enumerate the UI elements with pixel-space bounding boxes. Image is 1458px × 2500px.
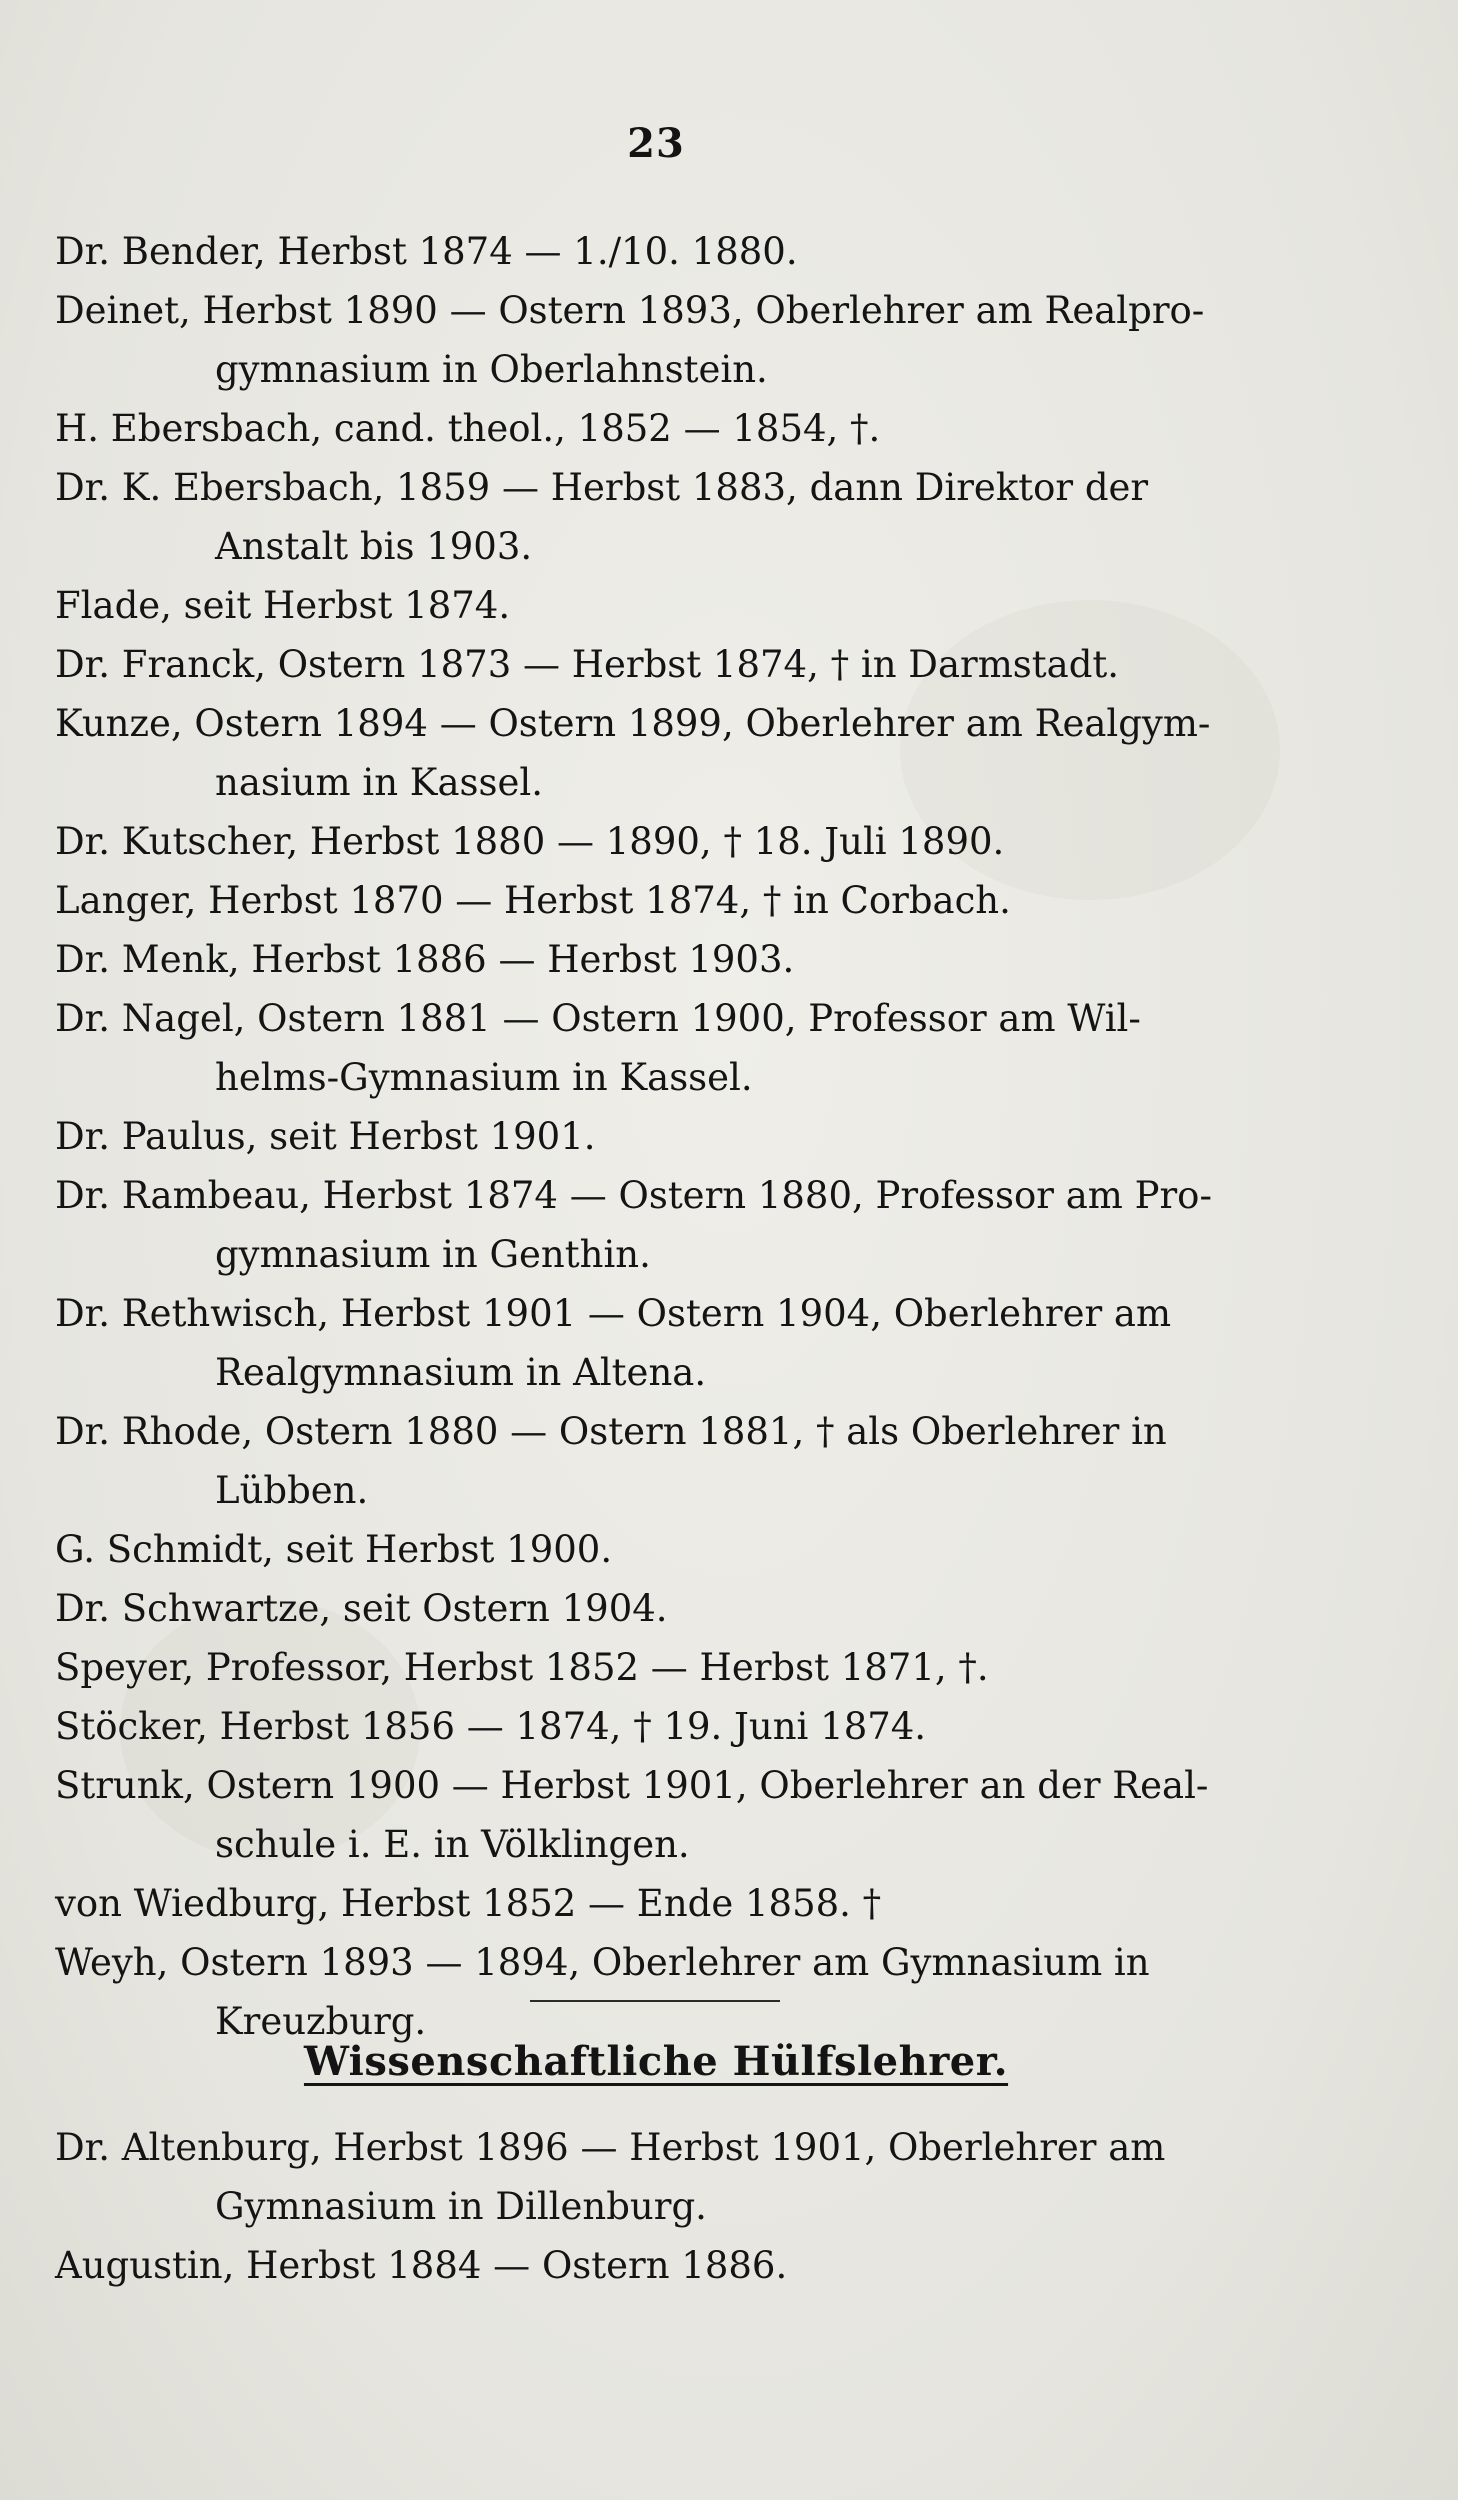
list-item — [55, 1284, 1255, 1402]
list-item — [55, 2236, 1255, 2295]
entry-continuation: nasium in Kassel. — [215, 761, 543, 804]
list-item — [55, 871, 1255, 930]
list-item — [55, 930, 1255, 989]
list-item — [55, 989, 1255, 1107]
entry-text: Dr. Paulus, seit Herbst 1901. — [55, 1115, 596, 1158]
entry-text: Dr. Nagel, Ostern 1881 — Ostern 1900, Professor am Wil- — [55, 997, 1141, 1040]
entry-text: G. Schmidt, seit Herbst 1900. — [55, 1528, 613, 1571]
entry-text: Dr. Rhode, Ostern 1880 — Ostern 1881, † als Oberlehrer in — [55, 1410, 1167, 1453]
entry-text: Dr. Rambeau, Herbst 1874 — Ostern 1880, Professor am Pro- — [55, 1174, 1212, 1217]
entry-text: Deinet, Herbst 1890 — Ostern 1893, Oberlehrer am Realpro- — [55, 289, 1205, 332]
entry-text: Speyer, Professor, Herbst 1852 — Herbst 1871, †. — [55, 1646, 989, 1689]
entry-text: H. Ebersbach, cand. theol., 1852 — 1854, †. — [55, 407, 881, 450]
entry-continuation: Gymnasium in Dillenburg. — [215, 2185, 707, 2228]
list-item — [55, 1638, 1255, 1697]
list-item — [55, 576, 1255, 635]
list-item — [55, 1166, 1255, 1284]
page-number: 23 — [627, 120, 685, 167]
list-item — [55, 1107, 1255, 1166]
list-item — [55, 1756, 1255, 1874]
entry-text: Dr. Altenburg, Herbst 1896 — Herbst 1901, Oberlehrer am — [55, 2126, 1166, 2169]
entry-continuation: Kreuzburg. — [215, 2000, 427, 2043]
list-item — [55, 812, 1255, 871]
list-item — [55, 1402, 1255, 1520]
entry-text: Dr. K. Ebersbach, 1859 — Herbst 1883, dann Direktor der — [55, 466, 1149, 509]
entry-text: Weyh, Ostern 1893 — 1894, Oberlehrer am Gymnasium in — [55, 1941, 1150, 1984]
list-item — [55, 399, 1255, 458]
list-item — [55, 458, 1255, 576]
list-item — [55, 1874, 1255, 1933]
entry-continuation: helms-Gymnasium in Kassel. — [215, 1056, 753, 1099]
list-item — [55, 1579, 1255, 1638]
entry-text: Kunze, Ostern 1894 — Ostern 1899, Oberlehrer am Realgym- — [55, 702, 1211, 745]
list-item — [55, 2118, 1255, 2236]
entry-continuation: Anstalt bis 1903. — [215, 525, 533, 568]
entry-text: Dr. Rethwisch, Herbst 1901 — Ostern 1904, Oberlehrer am — [55, 1292, 1172, 1335]
entry-text: Langer, Herbst 1870 — Herbst 1874, † in Corbach. — [55, 879, 1011, 922]
section-heading: Wissenschaftliche Hülfslehrer. — [303, 2038, 1009, 2085]
entry-continuation: gymnasium in Oberlahnstein. — [215, 348, 768, 391]
list-item — [55, 281, 1255, 399]
entry-text: Flade, seit Herbst 1874. — [55, 584, 511, 627]
assistant-teacher-list — [55, 2118, 1255, 2295]
list-item — [55, 1520, 1255, 1579]
entry-continuation: Realgymnasium in Altena. — [215, 1351, 707, 1394]
list-item — [55, 1697, 1255, 1756]
entry-text: von Wiedburg, Herbst 1852 — Ende 1858. † — [55, 1882, 882, 1925]
entry-text: Strunk, Ostern 1900 — Herbst 1901, Oberlehrer an der Real- — [55, 1764, 1209, 1807]
staff-list — [55, 222, 1255, 2051]
entry-continuation: gymnasium in Genthin. — [215, 1233, 651, 1276]
entry-continuation: Lübben. — [215, 1469, 369, 1512]
list-item — [55, 694, 1255, 812]
entry-text: Dr. Franck, Ostern 1873 — Herbst 1874, † in Darmstadt. — [55, 643, 1120, 686]
entry-text: Dr. Kutscher, Herbst 1880 — 1890, † 18. Juli 1890. — [55, 820, 1005, 863]
list-item — [55, 222, 1255, 281]
section-divider — [530, 2000, 780, 2002]
entry-text: Dr. Menk, Herbst 1886 — Herbst 1903. — [55, 938, 795, 981]
entry-continuation: schule i. E. in Völklingen. — [215, 1823, 690, 1866]
list-item — [55, 1933, 1255, 2051]
entry-text: Dr. Bender, Herbst 1874 — 1./10. 1880. — [55, 230, 798, 273]
list-item — [55, 635, 1255, 694]
entry-text: Stöcker, Herbst 1856 — 1874, † 19. Juni 1874. — [55, 1705, 927, 1748]
entry-text: Dr. Schwartze, seit Ostern 1904. — [55, 1587, 668, 1630]
entry-text: Augustin, Herbst 1884 — Ostern 1886. — [55, 2244, 788, 2287]
